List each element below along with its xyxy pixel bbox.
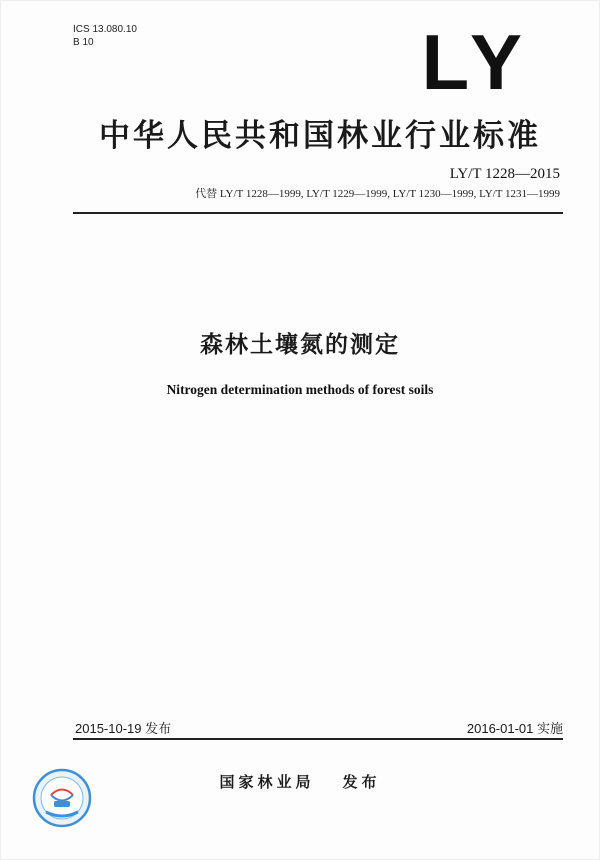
- publisher-name: 国家林业局: [219, 773, 315, 791]
- publisher-action: 发布: [342, 773, 381, 791]
- document-title-chinese: 森林土壤氮的测定: [200, 332, 400, 358]
- header-divider: [73, 212, 563, 214]
- ics-code: ICS 13.080.10: [73, 24, 137, 35]
- classification-codes: [73, 23, 137, 49]
- standard-number: LY/T 1228—2015: [449, 166, 560, 182]
- replaces-standards: 代替 LY/T 1228—1999, LY/T 1229—1999, LY/T 1230—1999, LY/T 1231—1999: [195, 188, 560, 200]
- ccs-code: B 10: [73, 37, 94, 48]
- standard-organization-title: 中华人民共和国林业行业标准: [99, 118, 541, 154]
- footer-divider: [73, 738, 563, 740]
- issue-date: 2015-10-19 发布: [75, 721, 172, 736]
- document-title-english: Nitrogen determination methods of forest soils: [166, 382, 434, 397]
- implementation-date: 2016-01-01 实施: [466, 721, 563, 736]
- standard-code-logo: LY: [421, 18, 530, 106]
- anti-counterfeit-seal-icon: [32, 768, 92, 828]
